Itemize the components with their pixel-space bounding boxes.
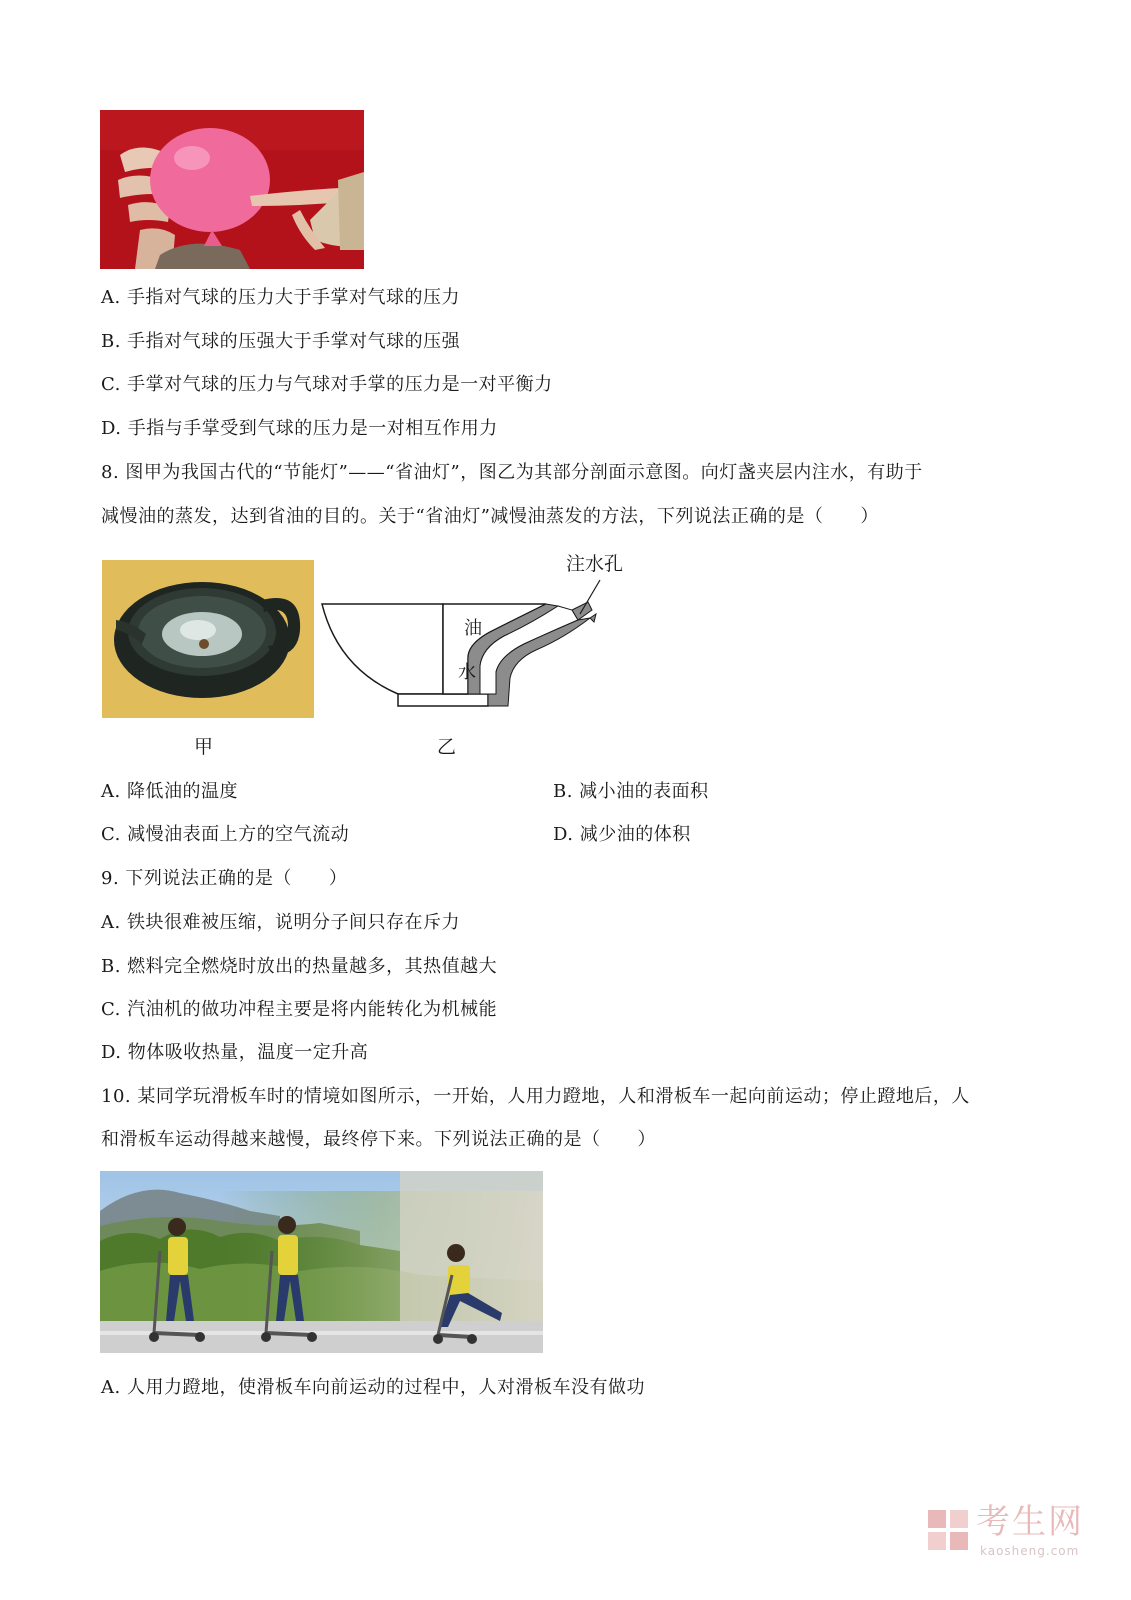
option-c: C. 手掌对气球的压力与气球对手掌的压力是一对平衡力 bbox=[101, 374, 553, 395]
question-8-stem-line1: 8. 图甲为我国古代的“节能灯”——“省油灯”，图乙为其部分剖面示意图。向灯盏夹层内注水，有助于 bbox=[101, 462, 923, 483]
option-c: C. 汽油机的做功冲程主要是将内能转化为机械能 bbox=[101, 999, 498, 1020]
balloon-photo bbox=[100, 110, 364, 269]
option-a: A. 铁块很难被压缩，说明分子间只存在斥力 bbox=[101, 912, 460, 933]
option-a: A. 手指对气球的压力大于手掌对气球的压力 bbox=[101, 287, 460, 308]
hole-label: 注水孔 bbox=[566, 553, 624, 575]
lamp-cross-section-diagram bbox=[318, 548, 638, 716]
option-b: B. 燃料完全燃烧时放出的热量越多，其热值越大 bbox=[101, 956, 498, 977]
option-d: D. 物体吸收热量，温度一定升高 bbox=[101, 1042, 369, 1063]
water-label: 水 bbox=[458, 662, 476, 683]
scooter-photo bbox=[100, 1171, 543, 1353]
option-c: C. 减慢油表面上方的空气流动 bbox=[101, 824, 350, 845]
option-d: D. 减少油的体积 bbox=[553, 824, 691, 845]
question-10-stem-line2: 和滑板车运动得越来越慢，最终停下来。下列说法正确的是（ ） bbox=[101, 1129, 656, 1150]
watermark bbox=[926, 1500, 1096, 1566]
option-a: A. 人用力蹬地，使滑板车向前运动的过程中，人对滑板车没有做功 bbox=[101, 1377, 645, 1398]
question-8-stem-line2: 减慢油的蒸发，达到省油的目的。关于“省油灯”减慢油蒸发的方法，下列说法正确的是（ ） bbox=[101, 506, 879, 527]
question-10-stem-line1: 10. 某同学玩滑板车时的情境如图所示，一开始，人用力蹬地，人和滑板车一起向前运动；停止蹬地后，人 bbox=[101, 1086, 970, 1107]
watermark-brand: 考生网 bbox=[976, 1502, 1084, 1542]
option-a: A. 降低油的温度 bbox=[101, 781, 238, 802]
watermark-domain: kaosheng.com bbox=[980, 1544, 1080, 1558]
option-d: D. 手指与手掌受到气球的压力是一对相互作用力 bbox=[101, 418, 498, 439]
question-9-stem: 9. 下列说法正确的是（ ） bbox=[101, 868, 348, 889]
option-b: B. 手指对气球的压强大于手掌对气球的压强 bbox=[101, 331, 461, 352]
figure-label-jia: 甲 bbox=[194, 736, 214, 758]
oil-label: 油 bbox=[464, 618, 482, 639]
oil-lamp-photo bbox=[102, 560, 314, 718]
option-b: B. 减小油的表面积 bbox=[553, 781, 709, 802]
figure-label-yi: 乙 bbox=[437, 736, 457, 758]
watermark-logo-icon bbox=[926, 1504, 972, 1560]
